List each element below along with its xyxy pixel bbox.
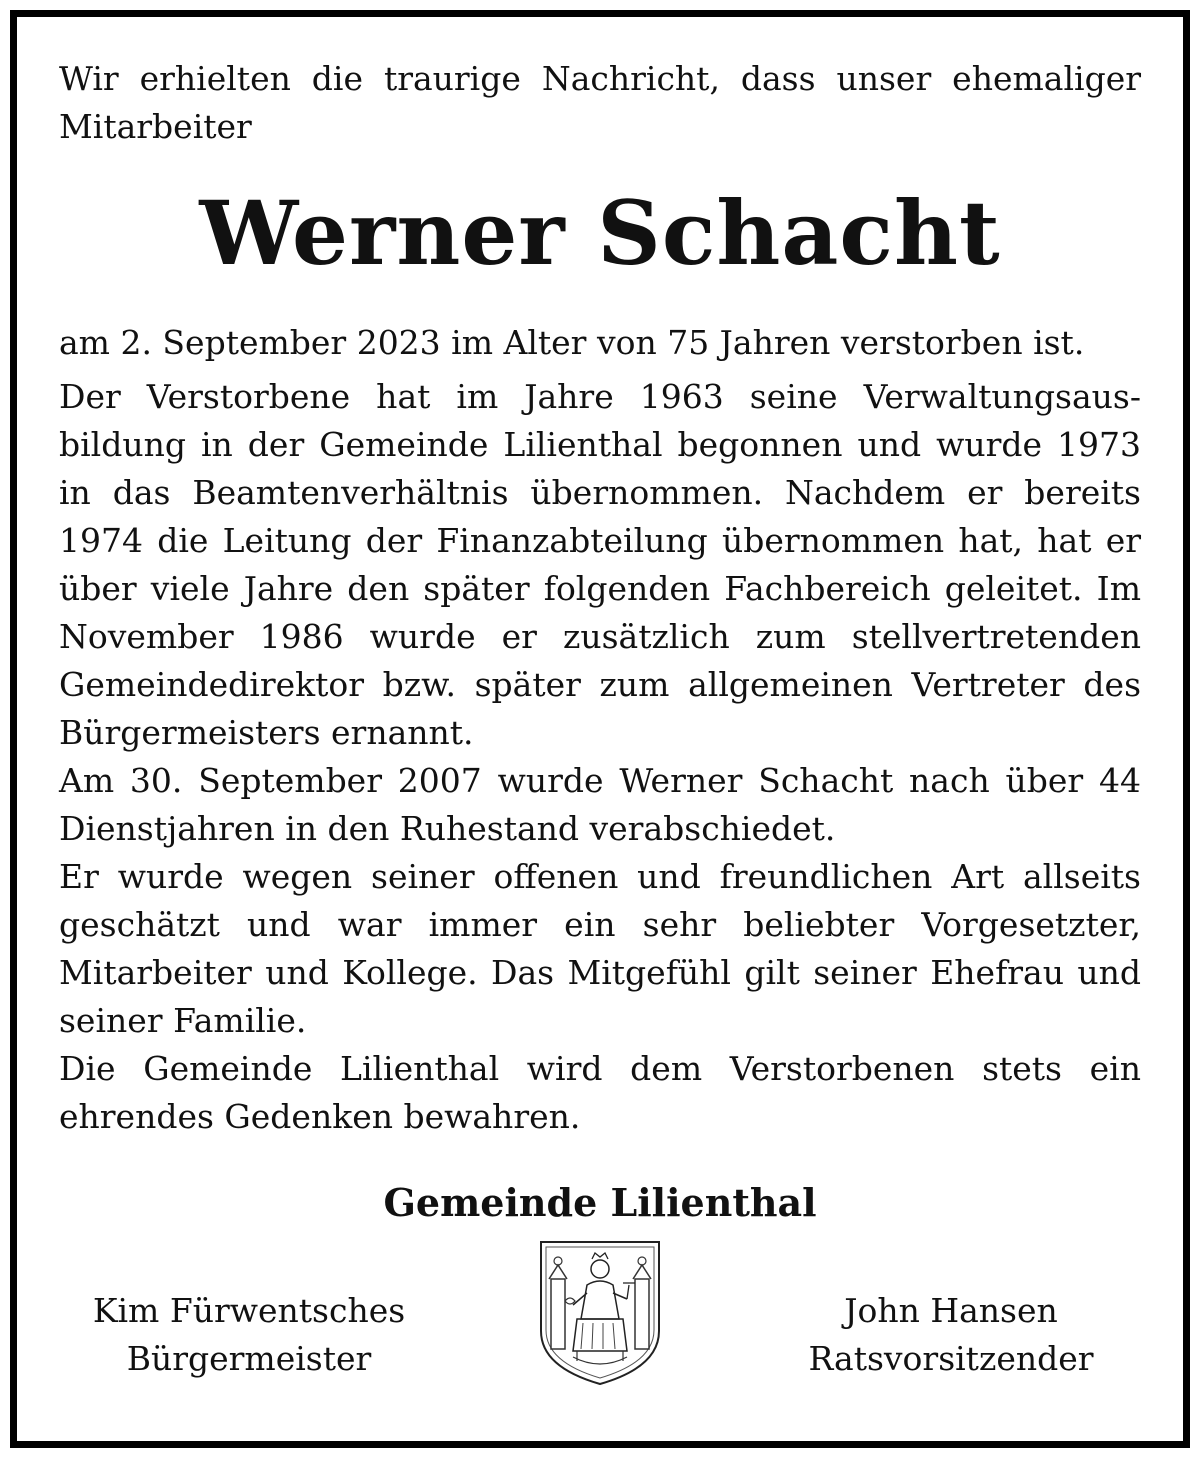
signer-mayor (59, 1287, 439, 1383)
signers-block (59, 1239, 1141, 1399)
signer-title: Ratsvorsitzender (808, 1339, 1094, 1378)
coat-of-arms-icon (537, 1239, 663, 1387)
organization-name: Gemeinde Lilienthal (383, 1180, 817, 1225)
intro-text: Wir erhielten die traurige Nachricht, dass unser ehemaliger Mitarbeiter (59, 59, 1141, 146)
paragraph-retirement: Am 30. September 2007 wurde Werner Schacht nach über 44 Dienstjahren in den Ruhestand verabschiedet. (59, 761, 1141, 848)
paragraph-remembrance: Die Gemeinde Lilienthal wird dem Verstorbenen stets ein ehrendes Gedenken bewahren. (59, 1049, 1141, 1136)
paragraph-career: Der Verstorbene hat im Jahre 1963 seine Verwaltungsausbildung in der Gemeinde Lilienthal begonnen und wurde 1973 in das Beamtenverhältnis übernommen. Nachdem er bereits 1974 die Leitung der Finanzabteilung übernommen hat, hat er über viele Jahre den später folgenden Fachbereich geleitet. Im November 1986 wurde er zusätzlich zum stellvertretenden Gemeindedirektor bzw. später zum allgemeinen Vertreter des Bürgermeisters ernannt. (59, 377, 1141, 752)
paragraph-character: Er wurde wegen seiner offenen und freundlichen Art allseits geschätzt und war immer ein sehr beliebter Vorgesetzter, Mitarbeiter und Kollege. Das Mitgefühl gilt seiner Ehefrau und seiner Familie. (59, 857, 1141, 1040)
signer-council-chair (761, 1287, 1141, 1383)
deceased-name: Werner Schacht (199, 181, 1001, 285)
notice-content (59, 55, 1141, 1399)
notice-frame (10, 10, 1190, 1448)
signer-title: Bürgermeister (126, 1339, 372, 1378)
signer-name: Kim Fürwentsches (92, 1291, 406, 1330)
date-line: am 2. September 2023 im Alter von 75 Jahren verstorben ist. (59, 323, 1085, 362)
signer-name: John Hansen (844, 1291, 1058, 1330)
